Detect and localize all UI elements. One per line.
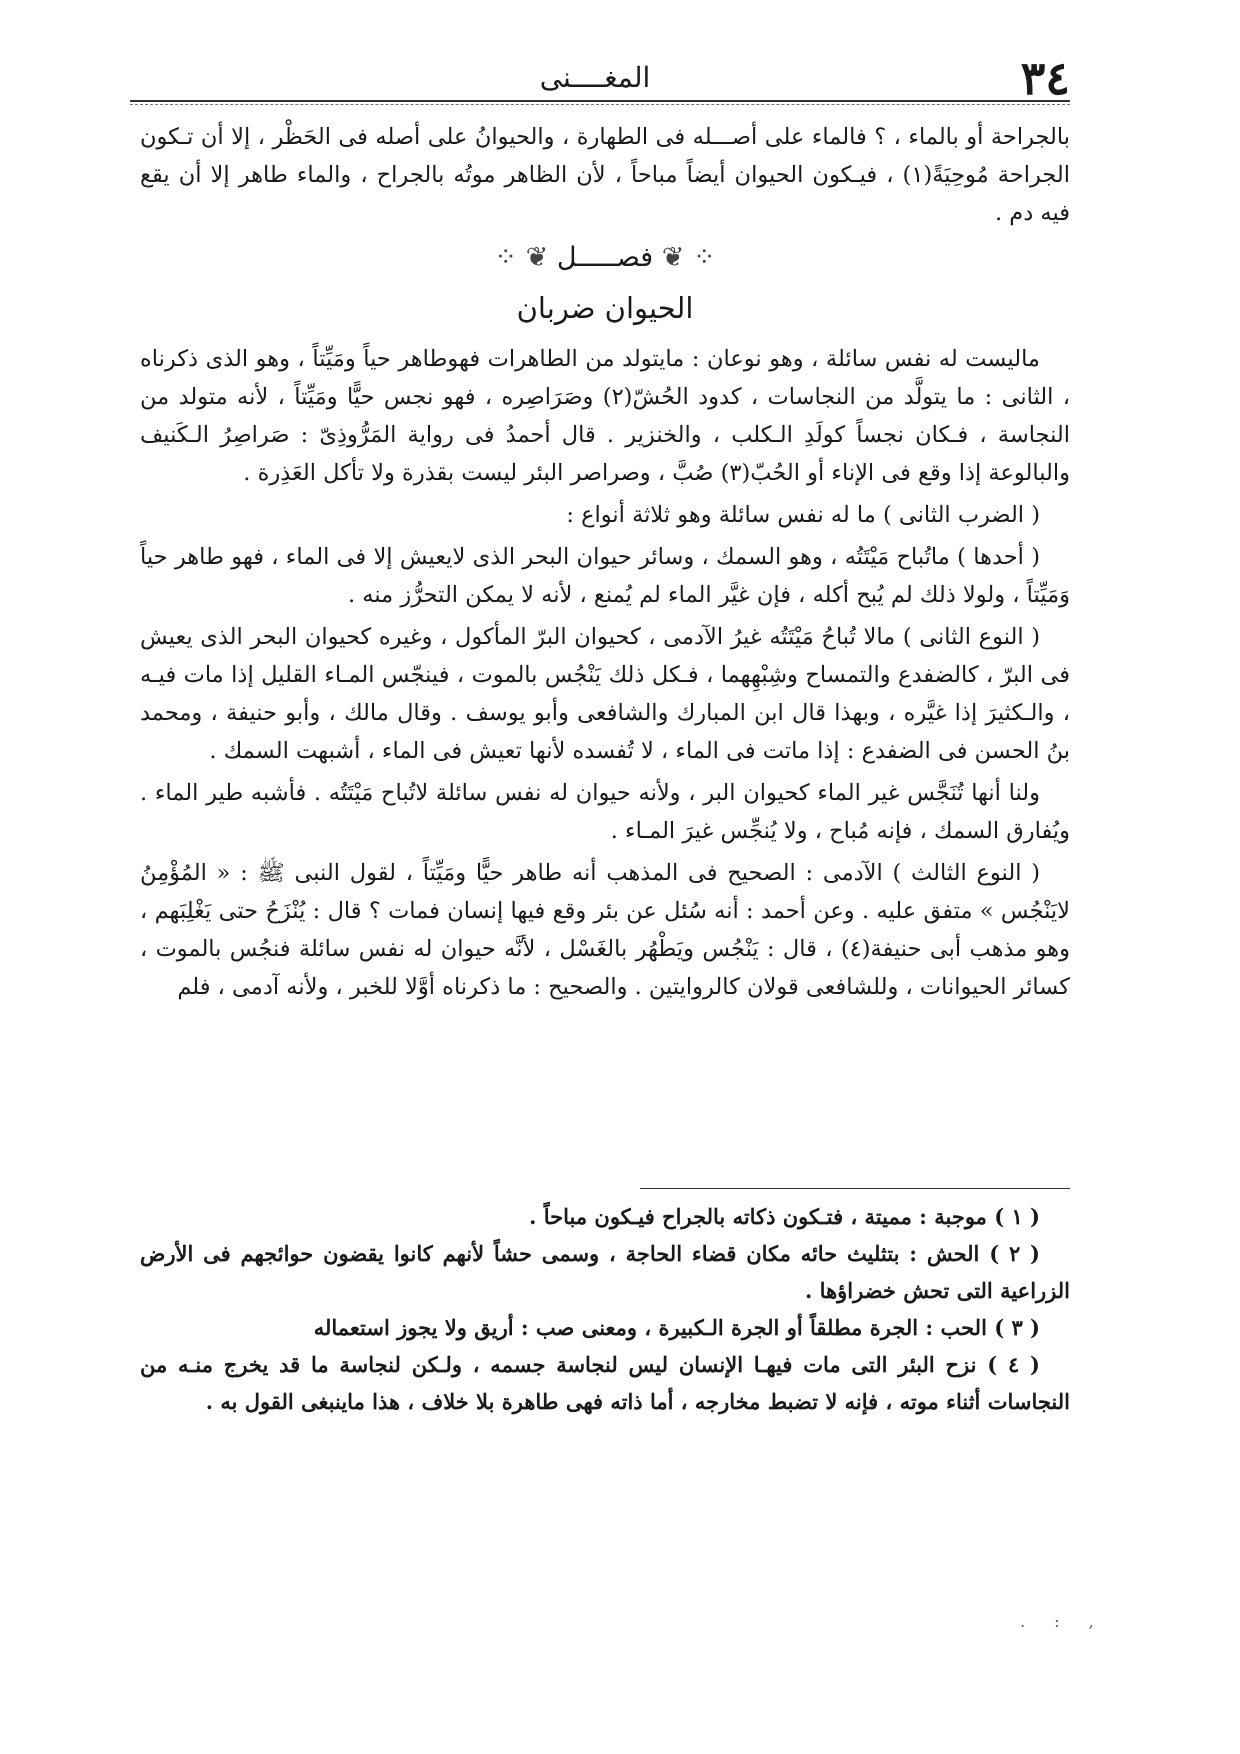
fasl-heading xyxy=(140,236,1070,280)
footnote: ( ٤ ) نزح البئر التى مات فيهـا الإنسان ليس لنجاسة جسمه ، ولـكن لنجاسة ما قد يخرج منـه من النجاسات أثناء موته ، فإنه لا تضبط مخارجه ، أما ذاته فهى طاهرة بلا خلاف ، هذا ماينبغى القول به . xyxy=(140,1352,1070,1414)
ornament-right: ⁘ ❦ xyxy=(661,242,716,273)
paragraph: ( الضرب الثانى ) ما له نفس سائلة وهو ثلاثة أنواع : xyxy=(566,502,1040,528)
footnote: ( ١ ) موجبة : مميتة ، فتـكون ذكاته بالجراح فيـكون مباحاً . xyxy=(529,1204,1040,1229)
section-heading: الحيوان ضربان xyxy=(516,291,694,325)
page-number: ٣٤ xyxy=(1020,51,1070,105)
header-rule xyxy=(130,100,1070,102)
header-rule-dashed xyxy=(130,104,1070,105)
main-text xyxy=(140,118,1070,1010)
fasl-label: فصـــــل xyxy=(556,242,654,273)
stray-marks: . : , xyxy=(1020,1612,1106,1631)
footnote: ( ٣ ) الحب : الجرة مطلقاً أو الجرة الـكبيرة ، ومعنى صب : أريق ولا يجوز استعماله xyxy=(313,1315,1040,1340)
paragraph: ماليست له نفس سائلة ، وهو نوعان : مايتولد من الطاهرات فهوطاهر حياً ومَيِّتاً ، وهو الذى ذكرناه ، الثانى : ما يتولَّد من النجاسات ، كدود الحُشّ(٢) وصَرَاصِره ، فهو نجس حيًّا ومَيِّتاً ، لأنه متولد من النجاسة ، فـكان نجساً كولَدِ الـكلب ، والخنزير . قال أحمدُ فى رواية المَرُّوذِىّ : صَراصِرُ الـكَنيف والبالوعة إذا وقع فى الإناء أو الحُبّ(٣) صُبَّ ، وصراصر البئر ليست بقذرة ولا تأكل العَذِرة . xyxy=(140,346,1070,486)
ornament-left: ❦ ⁘ xyxy=(494,242,549,273)
paragraph: ( النوع الثانى ) مالا تُباحُ مَيْتَتُه غيرُ الآدمى ، كحيوان البرّ المأكول ، وغيره كحيوان البحر الذى يعيش فى البرّ ، كالضفدع والتمساح وشِبْهِهما ، فـكل ذلك يَنْجُس بالموت ، فينجّس المـاء القليل إذا مات فيـه ، والـكثيرَ إذا غيَّره ، وبهذا قال ابن المبارك والشافعى وأبو يوسف . وقال مالك ، وأبو حنيفة ، ومحمد بنُ الحسن فى الضفدع : إذا ماتت فى الماء ، لا تُفسده لأنها تعيش فى الماء ، أشبهت السمك . xyxy=(140,624,1070,764)
paragraph: ولنا أنها تُنَجَّس غير الماء كحيوان البر ، ولأنه حيوان له نفس سائلة لاتُباح مَيْتَتُه . فأشبه طير الماء . ويُفارق السمك ، فإنه مُباح ، ولا يُنجِّس غيرَ المـاء . xyxy=(140,780,1070,844)
footnote-rule xyxy=(640,1188,1070,1189)
paragraph: ( النوع الثالث ) الآدمى : الصحيح فى المذهب أنه طاهر حيًّا ومَيِّتاً ، لقول النبى ﷺ : « المُؤْمِنُ لايَنْجُس » متفق عليه . وعن أحمد : أنه سُئل عن بئر وقع فيها إنسان فمات ؟ قال : يُنْزَحُ حتى يَغْلِبَهم ، وهو مذهب أبى حنيفة(٤) ، قال : يَنْجُس ويَطْهُر بالغَسْل ، لأنَّه حيوان له نفس سائلة فنجُس بالموت ، كسائر الحيوانات ، وللشافعى قولان كالروايتين . والصحيح : ما ذكرناه أوَّلا للخبر ، ولأنه آدمى ، فلم xyxy=(140,860,1071,1000)
page-header xyxy=(120,52,1070,104)
running-title: المغــــنى xyxy=(539,61,651,94)
footnotes xyxy=(140,1198,1070,1420)
intro-paragraph: بالجراحة أو بالماء ، ؟ فالماء على أصـــله فى الطهارة ، والحيوانُ على أصله فى الحَظْر ، إلا أن تـكون الجراحة مُوحِيَةً(١) ، فيـكون الحيوان أيضاً مباحاً ، لأن الظاهر موتُه بالجراح ، والماء طاهر إلا أن يقع فيه دم . xyxy=(140,124,1070,226)
paragraph: ( أحدها ) ماتُباح مَيْتَتُه ، وهو السمك ، وسائر حيوان البحر الذى لايعيش إلا فى الماء ، فهو طاهر حياً وَمَيِّتاً ، ولولا ذلك لم يُبح أكله ، فإن غيَّر الماء لم يُمنع ، لأنه لا يمكن التحرُّز منه . xyxy=(140,544,1070,608)
footnote: ( ٢ ) الحش : بتثليث حائه مكان قضاء الحاجة ، وسمى حشاً لأنهم كانوا يقضون حوائجهم فى الأرض الزراعية التى تحش خضراؤها . xyxy=(140,1241,1070,1303)
